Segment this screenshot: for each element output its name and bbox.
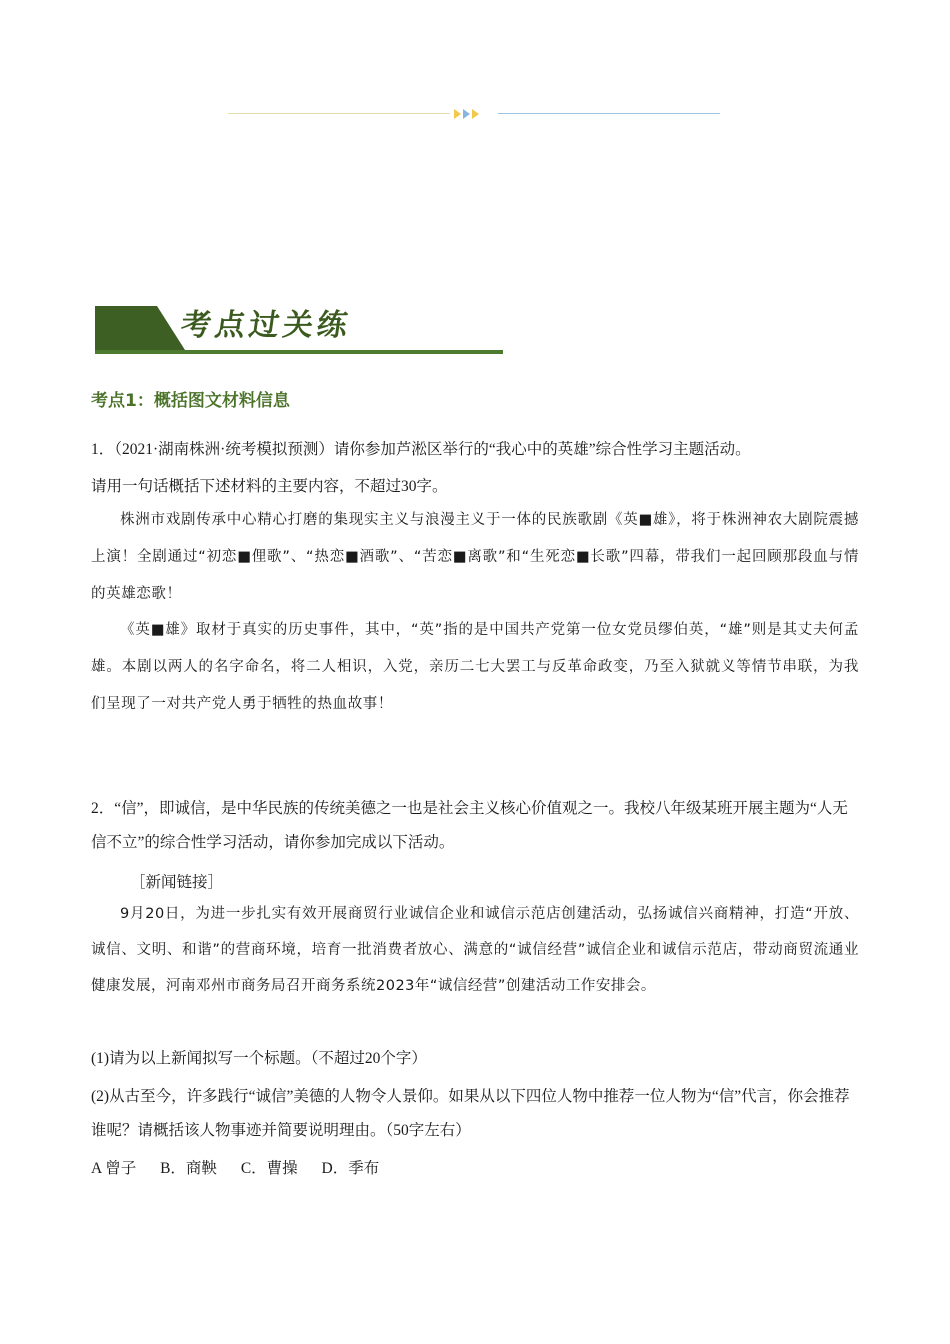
triangle-arrows-icon: [454, 108, 484, 120]
option-d: D．季布: [321, 1160, 380, 1177]
header-divider: [228, 108, 720, 120]
divider-right-line: [498, 113, 720, 114]
q1-passage-para1: 株洲市戏剧传承中心精心打磨的集现实主义与浪漫主义于一体的民族歌剧《英■雄》，将于株洲神农大剧院震撼上演！全剧通过“初恋■俚歌”、“热恋■酒歌”、“苦恋■离歌”和“生死恋■长歌”四幕，带我们一起回顾那段血与情的英雄恋歌！: [91, 512, 859, 602]
banner-underline: [95, 350, 503, 354]
option-b: B．商鞅: [160, 1160, 217, 1177]
q1-passage-para2: 《英■雄》取材于真实的历史事件，其中，“英”指的是中国共产党第一位女党员缪伯英，“雄”则是其丈夫何孟雄。本剧以两人的名字命名，将二人相识，入党，亲历二七大罢工与反革命政变，乃至入狱就义等情节串联，为我们呈现了一对共产党人勇于牺牲的热血故事！: [91, 622, 859, 712]
divider-left-line: [228, 113, 450, 114]
q2-subquestion-2: (2)从古至今，许多践行“诚信”美德的人物令人景仰。如果从以下四位人物中推荐一位人物为“信”代言，你会推荐谁呢？请概括该人物事迹并简要说明理由。（50字左右）: [91, 1088, 850, 1139]
q2-news-text: 9月20日，为进一步扎实有效开展商贸行业诚信企业和诚信示范店创建活动，弘扬诚信兴商精神，打造“开放、诚信、文明、和谐”的营商环境，培育一批消费者放心、满意的“诚信经营”诚信企业和诚信示范店，带动商贸流通业健康发展，河南邓州市商务局召开商务系统2023年“诚信经营”创建活动工作安排会。: [91, 906, 859, 994]
q2-intro: 2．“信”，即诚信，是中华民族的传统美德之一也是社会主义核心价值观之一。我校八年级某班开展主题为“人无信不立”的综合性学习活动，请你参加完成以下活动。: [91, 800, 848, 851]
banner-block-shape: [95, 306, 185, 350]
q2-news-label: ［新闻链接］: [130, 874, 224, 891]
q1-prompt-line1: 1．（2021·湖南株洲·统考模拟预测）请你参加芦淞区举行的“我心中的英雄”综合性学习主题活动。: [91, 441, 751, 458]
option-c: C．曹操: [240, 1160, 298, 1177]
option-a: A 曾子: [91, 1160, 137, 1177]
q2-options: [91, 1156, 399, 1178]
section-banner: [95, 302, 503, 356]
kaodian-heading: 考点1：概括图文材料信息: [91, 391, 290, 411]
banner-title: 考点过关练: [178, 308, 354, 343]
q2-subquestion-1: (1)请为以上新闻拟写一个标题。（不超过20个字）: [91, 1050, 427, 1067]
q1-prompt-line2: 请用一句话概括下述材料的主要内容，不超过30字。: [91, 478, 448, 495]
